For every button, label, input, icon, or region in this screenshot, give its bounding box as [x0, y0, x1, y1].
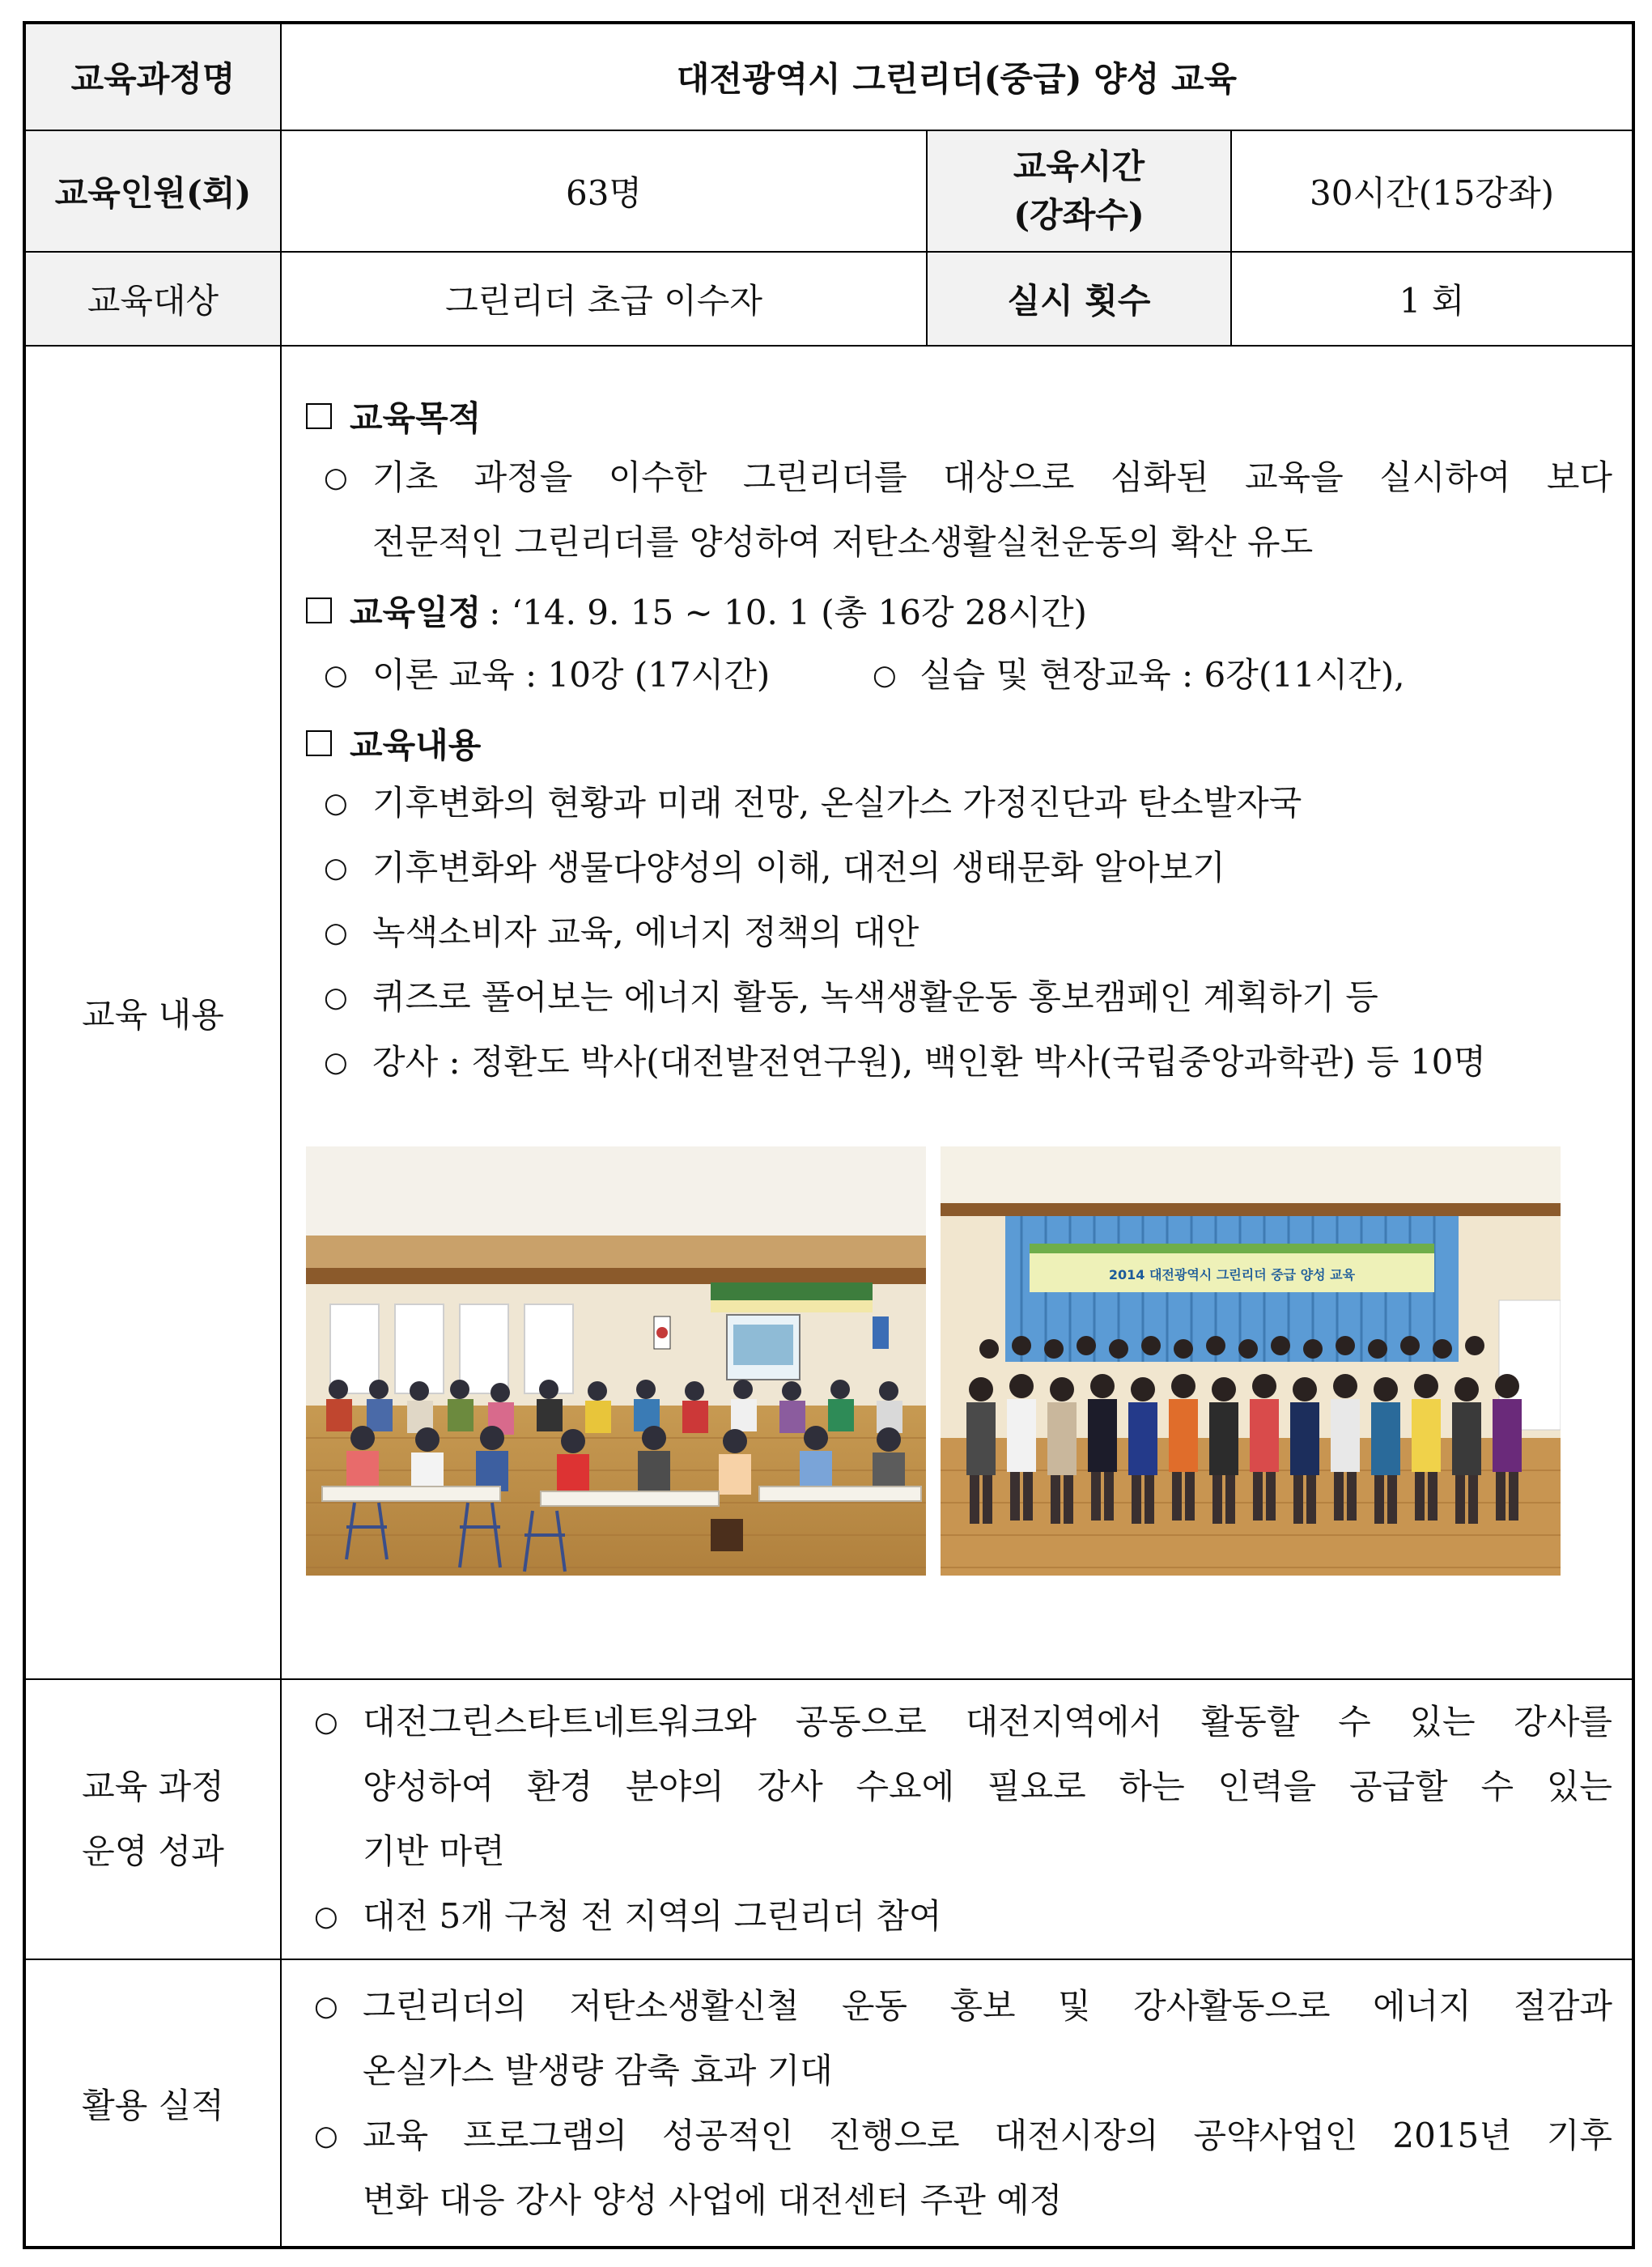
usage-item1 [308, 1974, 1612, 2039]
hours-value: 30시간(15강좌) [1231, 130, 1633, 252]
usage-item2 [308, 2103, 1612, 2168]
content-cell [281, 346, 1633, 1679]
results-item2 [308, 1884, 1612, 1949]
schedule-theory [306, 643, 873, 708]
usage-label: 활용 실적 [24, 1959, 281, 2248]
results-item1 [308, 1690, 1612, 1754]
results-item1-line3: 기반 마련 [363, 1831, 505, 1871]
results-cell [281, 1679, 1633, 1959]
participants-value: 63명 [281, 130, 927, 252]
group-photo [941, 1146, 1561, 1576]
classroom-photo [306, 1146, 926, 1576]
topic-text: 녹색소비자 교육, 에너지 정책의 대안 [372, 912, 919, 952]
hours-label-line2: (강좌수) [1013, 195, 1145, 235]
schedule-practice-text: 실습 및 현장교육 : 6강(11시간), [919, 655, 1405, 695]
results-label-line1: 교육 과정 [82, 1767, 224, 1806]
results-label [24, 1679, 281, 1959]
results-item1-line1: 대전그린스타트네트워크와 공동으로 대전지역에서 활동할 수 있는 강사를 [363, 1702, 1612, 1742]
topic-item [306, 965, 1612, 1030]
participants-label: 교육인원(회) [24, 130, 281, 252]
bullet-icon: ○ [324, 659, 348, 691]
course-name-label: 교육과정명 [24, 23, 281, 130]
topic-text: 강사 : 정환도 박사(대전발전연구원), 백인환 박사(국립중앙과학관) 등 10명 [372, 1042, 1486, 1082]
topic-text: 기후변화의 현황과 미래 전망, 온실가스 가정진단과 탄소발자국 [372, 783, 1302, 823]
usage-item1-line2: 온실가스 발생량 감축 효과 기대 [363, 2050, 833, 2090]
sessions-label: 실시 횟수 [927, 252, 1231, 346]
schedule-practice [873, 643, 1405, 708]
usage-item2-line2: 변화 대응 강사 양성 사업에 대전센터 주관 예정 [363, 2180, 1063, 2220]
topic-item [306, 1030, 1612, 1095]
bullet-icon: ○ [873, 659, 897, 691]
row-participants [24, 130, 1633, 252]
results-item1-line2: 양성하여 환경 분야의 강사 수요에 필요로 하는 인력을 공급할 수 있는 [363, 1767, 1612, 1806]
content-label: 교육 내용 [24, 346, 281, 1679]
bullet-icon: ○ [324, 917, 348, 949]
purpose-line1: 기초 과정을 이수한 그린리더를 대상으로 심화된 교육을 실시하여 보다 [372, 457, 1612, 497]
bullet-icon: ○ [324, 852, 348, 884]
schedule-theory-text: 이론 교육 : 10강 (17시간) [372, 655, 771, 695]
topics-heading-text: 교육내용 [350, 725, 482, 765]
photo-row [306, 1146, 1561, 1576]
target-label: 교육대상 [24, 252, 281, 346]
row-usage [24, 1959, 1633, 2248]
topic-item [306, 771, 1612, 836]
usage-item1-line1: 그린리더의 저탄소생활신철 운동 홍보 및 강사활동으로 에너지 절감과 [363, 1985, 1612, 2026]
sessions-value: 1 회 [1231, 252, 1633, 346]
bullet-icon: ○ [314, 2119, 338, 2152]
hours-label [927, 130, 1231, 252]
row-course-name [24, 23, 1633, 130]
course-report-table [23, 21, 1635, 2249]
schedule-heading [306, 586, 1612, 635]
row-results [24, 1679, 1633, 1959]
checkbox-square-icon [306, 403, 332, 429]
schedule-heading-text: 교육일정 [350, 593, 482, 632]
course-name-value: 대전광역시 그린리더(중급) 양성 교육 [281, 23, 1633, 130]
target-value: 그린리더 초급 이수자 [281, 252, 927, 346]
schedule-detail: : ‘14. 9. 15 ~ 10. 1 (총 16강 28시간) [489, 593, 1087, 632]
results-item2-text: 대전 5개 구청 전 지역의 그린리더 참여 [363, 1896, 942, 1936]
bullet-icon: ○ [324, 1046, 348, 1078]
usage-item2-line1: 교육 프로그램의 성공적인 진행으로 대전시장의 공약사업인 2015년 기후 [363, 2115, 1612, 2155]
bullet-icon: ○ [324, 461, 348, 494]
schedule-breakdown [306, 643, 1612, 708]
purpose-heading-text: 교육목적 [350, 398, 482, 438]
bullet-icon: ○ [314, 1900, 338, 1933]
topic-item [306, 836, 1612, 900]
hours-label-line1: 교육시간 [1013, 147, 1145, 186]
results-label-line2: 운영 성과 [82, 1831, 224, 1871]
checkbox-square-icon [306, 598, 332, 623]
bullet-icon: ○ [314, 1989, 338, 2022]
bullet-icon: ○ [324, 787, 348, 819]
row-target [24, 252, 1633, 346]
checkbox-square-icon [306, 730, 332, 756]
usage-cell [281, 1959, 1633, 2248]
purpose-line2: 전문적인 그린리더를 양성하여 저탄소생활실천운동의 확산 유도 [372, 522, 1314, 562]
topic-text: 기후변화와 생물다양성의 이해, 대전의 생태문화 알아보기 [372, 848, 1225, 887]
row-content [24, 346, 1633, 1679]
topic-text: 퀴즈로 풀어보는 에너지 활동, 녹색생활운동 홍보캠페인 계획하기 등 [372, 977, 1378, 1017]
purpose-item [306, 445, 1612, 510]
bullet-icon: ○ [314, 1706, 338, 1738]
topics-heading [306, 719, 1612, 768]
topic-item [306, 900, 1612, 965]
bullet-icon: ○ [324, 981, 348, 1014]
banner-text: 2014 대전광역시 그린리더 중급 양성 교육 [1108, 1267, 1356, 1282]
purpose-heading [306, 392, 1612, 440]
purpose-item-cont [306, 510, 1612, 575]
